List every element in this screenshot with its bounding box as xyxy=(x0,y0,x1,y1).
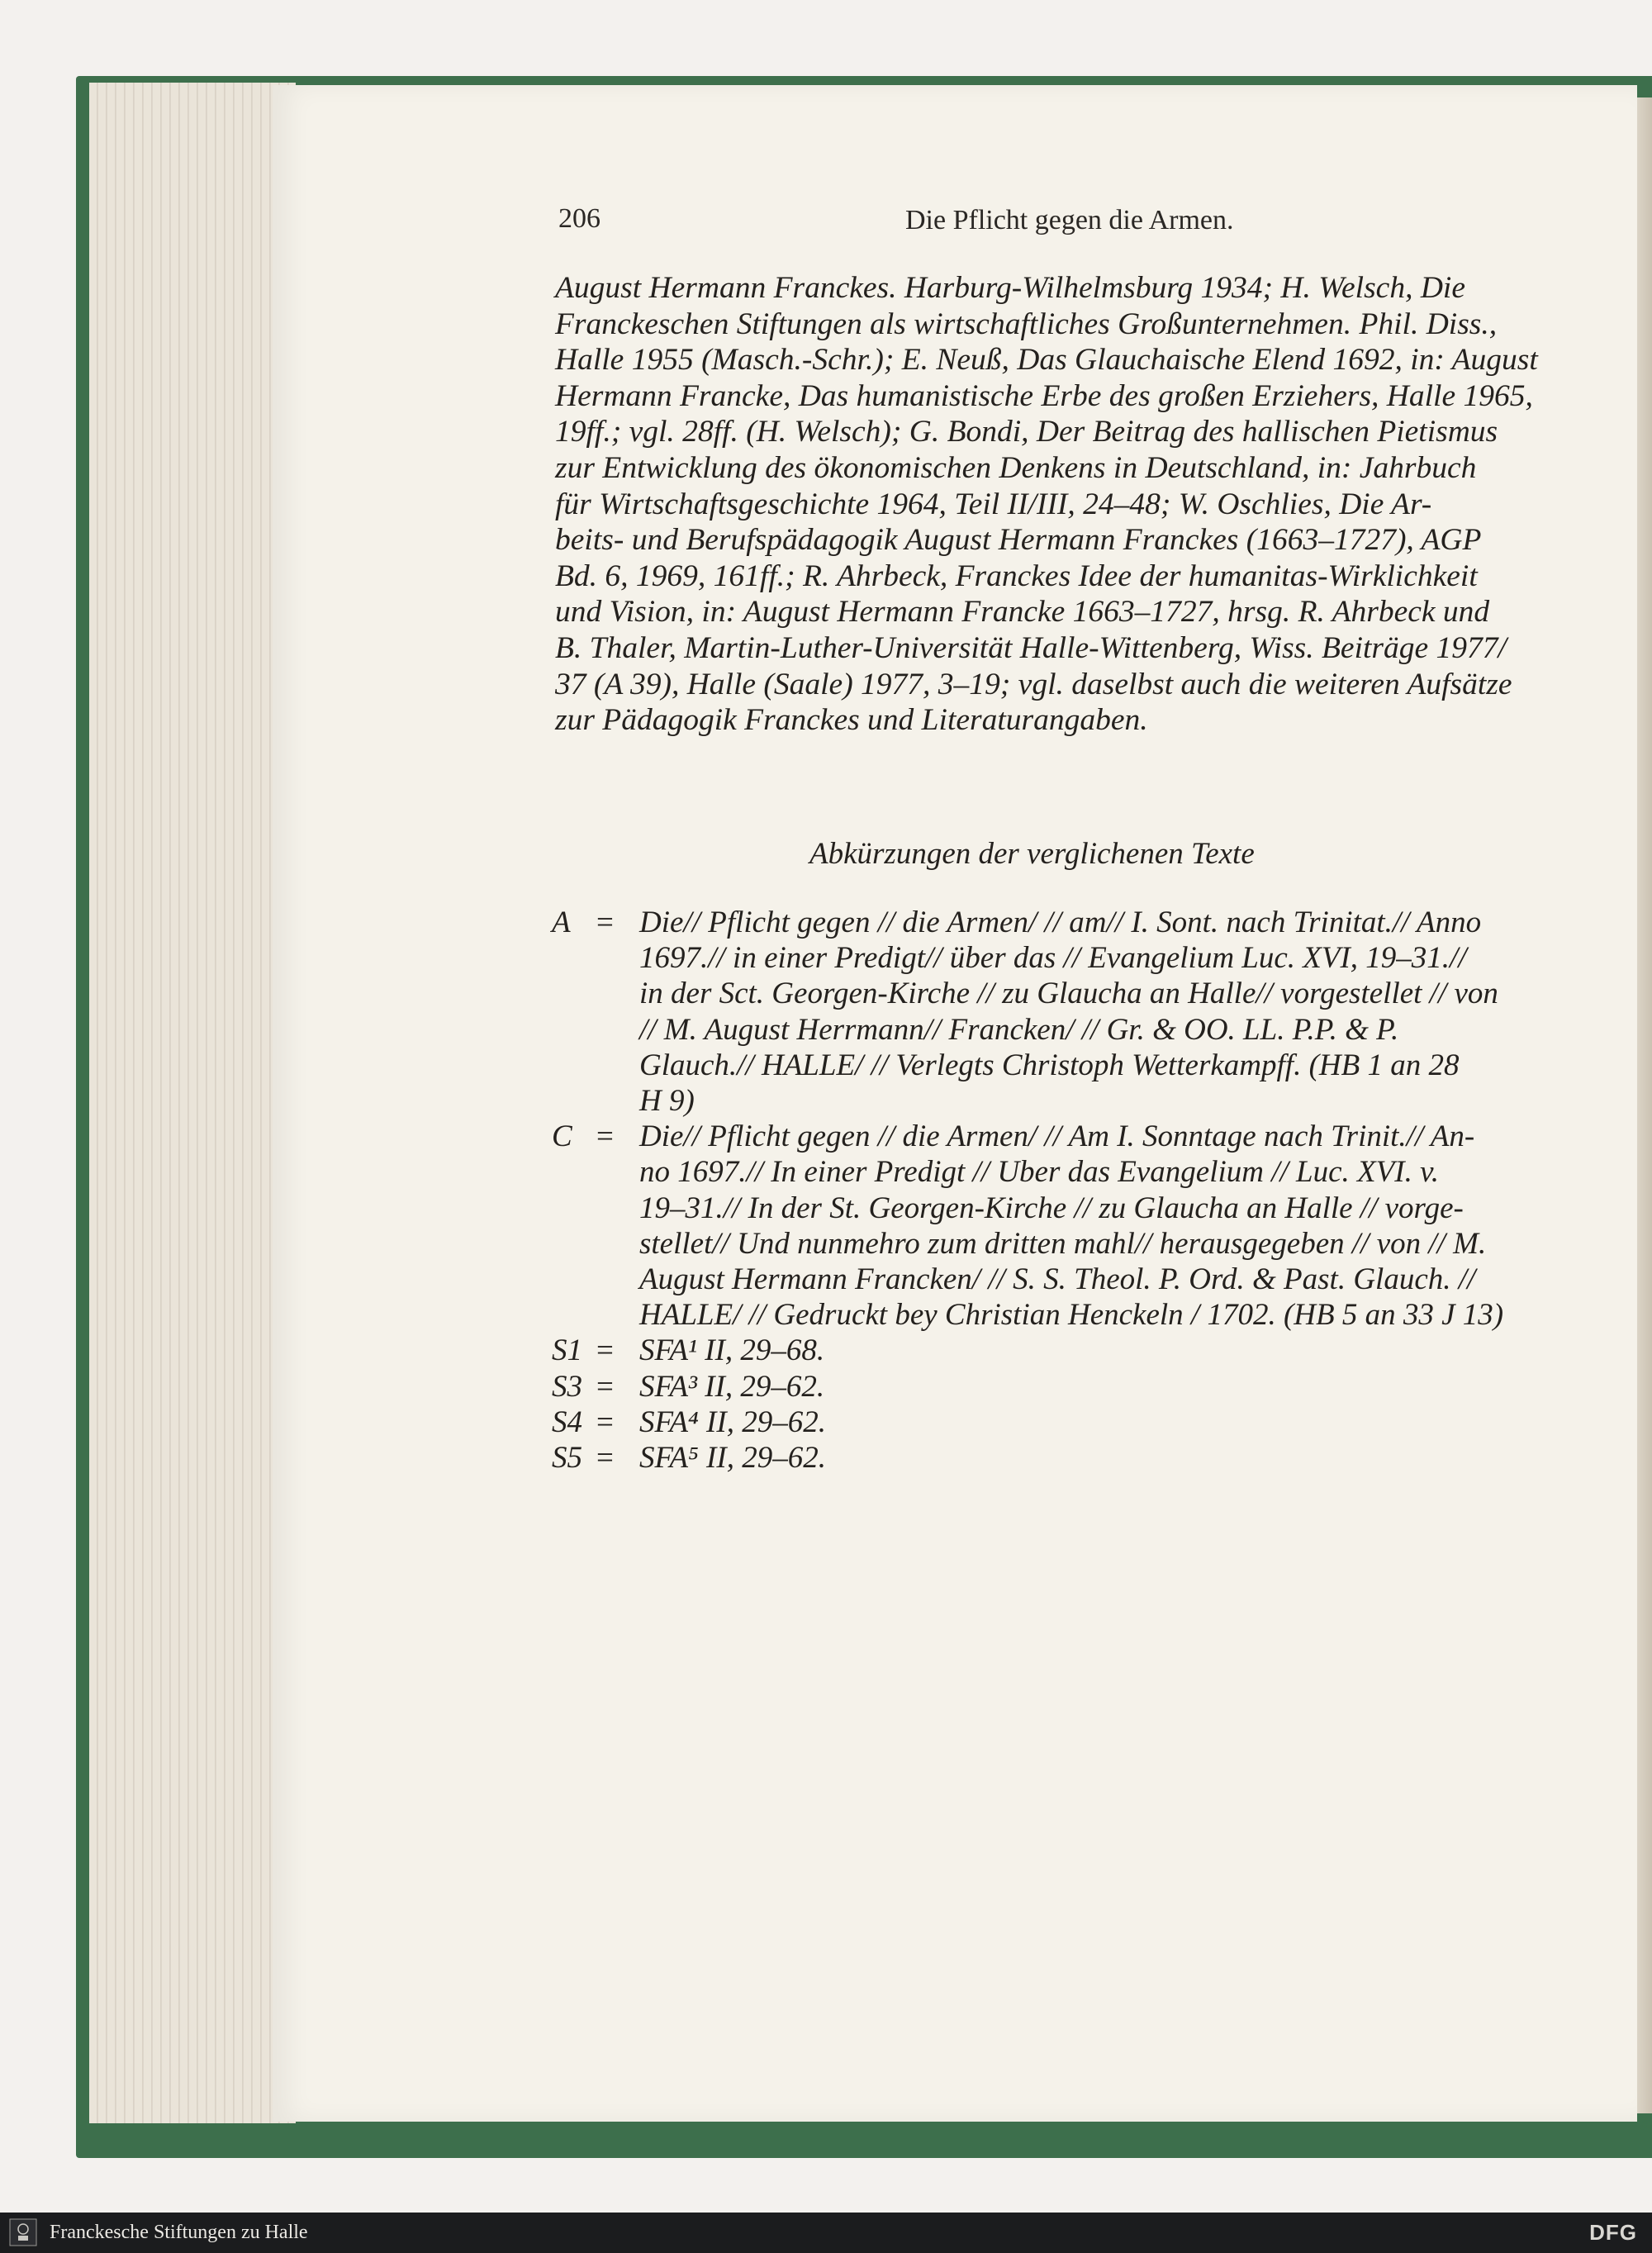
description-line: SFA⁵ II, 29–62. xyxy=(639,1441,826,1476)
description-line: HALLE/ // Gedruckt bey Christian Henckeln / 1702. (HB 5 an 33 J 13) xyxy=(639,1298,1504,1333)
equals-sign: = xyxy=(596,1369,614,1404)
institution-name: Franckesche Stiftungen zu Halle xyxy=(50,2222,308,2243)
abbreviation-entry xyxy=(552,1119,1559,1333)
abbreviation-description xyxy=(639,1440,1559,1476)
abbreviation-description xyxy=(639,1333,1559,1368)
footnote-line: Hermann Francke, Das humanistische Erbe des großen Erziehers, Halle 1965, xyxy=(555,378,1533,413)
description-line: Die// Pflicht gegen // die Armen/ // am// I. Sont. nach Trinitat.// Anno xyxy=(639,905,1482,939)
equals-sign: = xyxy=(596,1405,614,1439)
stiftungen-seal-icon xyxy=(8,2217,38,2247)
abbreviation-key: S5 xyxy=(552,1441,582,1476)
description-line: SFA⁴ II, 29–62. xyxy=(639,1405,826,1439)
page-stack-edges xyxy=(89,83,296,2123)
abbreviation-entry xyxy=(552,1405,1559,1440)
footnote-line: zur Entwicklung des ökonomischen Denkens in Deutschland, in: Jahrbuch xyxy=(555,450,1477,485)
footnote-line: für Wirtschaftsgeschichte 1964, Teil II/III, 24–48; W. Oschlies, Die Ar- xyxy=(555,487,1432,521)
footnote-text xyxy=(555,270,1556,739)
description-line: August Hermann Francken/ // S. S. Theol. P. Ord. & Past. Glauch. // xyxy=(639,1262,1476,1297)
description-line: Die// Pflicht gegen // die Armen/ // Am I. Sonntage nach Trinit.// An- xyxy=(639,1119,1475,1154)
description-line: no 1697.// In einer Predigt // Uber das Evangelium // Luc. XVI. v. xyxy=(639,1155,1439,1190)
description-line: in der Sct. Georgen-Kirche // zu Glaucha an Halle// vorgestellet // von xyxy=(639,977,1498,1011)
viewer-footer xyxy=(0,2213,1652,2253)
description-line: stellet// Und nunmehro zum dritten mahl// herausgegeben // von // M. xyxy=(639,1226,1487,1261)
equals-sign: = xyxy=(596,905,614,939)
description-line: Glauch.// HALLE/ // Verlegts Christoph Wetterkampff. (HB 1 an 28 xyxy=(639,1048,1460,1082)
description-line: H 9) xyxy=(639,1084,695,1119)
abbreviation-entry xyxy=(552,1333,1559,1368)
footnote-line: 37 (A 39), Halle (Saale) 1977, 3–19; vgl. daselbst auch die weiteren Aufsätze xyxy=(555,667,1512,701)
abbreviation-key: A xyxy=(552,905,571,939)
footnote-line: zur Pädagogik Franckes und Literaturangaben. xyxy=(555,703,1148,738)
description-line: 19–31.// In der St. Georgen-Kirche // zu Glaucha an Halle // vorge- xyxy=(639,1191,1464,1225)
footnote-line: Franckeschen Stiftungen als wirtschaftliches Großunternehmen. Phil. Diss., xyxy=(555,307,1498,341)
abbreviation-key: C xyxy=(552,1119,572,1154)
footnote-line: August Hermann Franckes. Harburg-Wilhelmsburg 1934; H. Welsch, Die xyxy=(555,271,1465,305)
running-title: Die Pflicht gegen die Armen. xyxy=(905,205,1234,235)
abbreviation-key: S1 xyxy=(552,1333,582,1368)
footnote-line: und Vision, in: August Hermann Francke 1663–1727, hrsg. R. Ahrbeck und xyxy=(555,595,1490,630)
abbreviation-description xyxy=(639,1405,1559,1440)
abbreviation-description xyxy=(639,905,1559,1119)
equals-sign: = xyxy=(596,1333,614,1368)
footnote-line: B. Thaler, Martin-Luther-Universität Halle-Wittenberg, Wiss. Beiträge 1977/ xyxy=(555,630,1507,665)
abbreviation-entry xyxy=(552,905,1559,1119)
abbreviation-key: S4 xyxy=(552,1405,582,1439)
footnote-line: 19ff.; vgl. 28ff. (H. Welsch); G. Bondi, Der Beitrag des hallischen Pietismus xyxy=(555,415,1498,449)
description-line: 1697.// in einer Predigt// über das // Evangelium Luc. XVI, 19–31.// xyxy=(639,941,1467,976)
description-line: SFA¹ II, 29–68. xyxy=(639,1333,825,1368)
abbreviation-description xyxy=(639,1119,1559,1333)
footnote-line: Halle 1955 (Masch.-Schr.); E. Neuß, Das Glauchaische Elend 1692, in: August xyxy=(555,343,1538,378)
description-line: // M. August Herrmann// Francken/ // Gr. & OO. LL. P.P. & P. xyxy=(639,1012,1399,1047)
abbreviation-key: S3 xyxy=(552,1369,582,1404)
dfg-logo: DFG xyxy=(1589,2220,1637,2245)
abbreviation-entry xyxy=(552,1369,1559,1405)
description-line: SFA³ II, 29–62. xyxy=(639,1369,825,1404)
footnote-line: Bd. 6, 1969, 161ff.; R. Ahrbeck, Franckes Idee der humanitas-Wirklichkeit xyxy=(555,558,1478,593)
equals-sign: = xyxy=(596,1441,614,1476)
footnote-line: beits- und Berufspädagogik August Hermann Franckes (1663–1727), AGP xyxy=(555,523,1482,558)
abbreviation-list xyxy=(552,905,1559,1476)
abbreviation-description xyxy=(639,1369,1559,1405)
equals-sign: = xyxy=(596,1119,614,1154)
abbreviation-entry xyxy=(552,1440,1559,1476)
page-number: 206 xyxy=(558,203,601,234)
section-heading: Abkürzungen der verglichenen Texte xyxy=(809,837,1255,871)
